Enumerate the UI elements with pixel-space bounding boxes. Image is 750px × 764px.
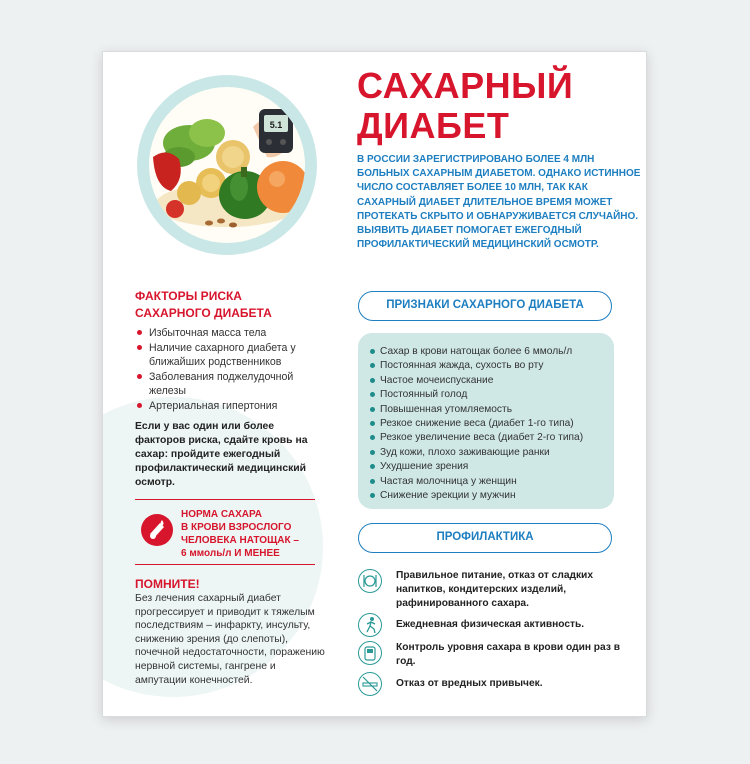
list-item: Частая молочница у женщин (369, 475, 609, 489)
list-item: Ухудшение зрения (369, 460, 609, 474)
prevention-text: Правильное питание, отказ от сладких напитков, кондитерских изделий, рафинированного сахара. (396, 570, 593, 609)
prevention-text: Отказ от вредных привычек. (396, 678, 543, 689)
signs-list (369, 345, 609, 503)
norm-line-3: ЧЕЛОВЕКА НАТОЩАК – (181, 535, 299, 546)
vegetables-glucometer-photo (149, 87, 305, 243)
divider (135, 499, 315, 500)
list-item: Зуд кожи, плохо заживающие ранки (369, 446, 609, 460)
meter-reading: 5.1 (269, 120, 283, 130)
divider (135, 564, 315, 565)
prevention-text: Ежедневная физическая активность. (396, 619, 585, 630)
list-item: Сахар в крови натощак более 6 ммоль/л (369, 345, 609, 359)
prevention-title: ПРОФИЛАКТИКА (358, 523, 612, 553)
blood-drop-icon (141, 514, 173, 546)
norm-line-2: В КРОВИ ВЗРОСЛОГО (181, 522, 292, 533)
glucose-meter-icon (358, 641, 382, 665)
list-item: Артериальная гипертония (135, 399, 320, 413)
risk-factors-list (135, 326, 320, 414)
list-item: Постоянная жажда, сухость во рту (369, 359, 609, 373)
norm-line-1: НОРМА САХАРА (181, 509, 262, 520)
list-item: Постоянный голод (369, 388, 609, 402)
page-title (357, 66, 573, 146)
prevention-text: Контроль уровня сахара в крови один раз в год. (396, 642, 620, 667)
list-item: Заболевания поджелудочной железы (135, 370, 320, 398)
risk-factors-title (135, 288, 272, 322)
remember-title: ПОМНИТЕ! (135, 577, 200, 591)
remember-text: Без лечения сахарный диабет прогрессирует и приводит к тяжелым последствиям – инфаркту, инсульту, снижению зрения (до слепоты), почечной недостаточности, поражению нервной системы, гангрене и ампутации конечностей. (135, 593, 325, 686)
diet-icon (358, 569, 382, 593)
list-item: Резкое снижение веса (диабет 1-го типа) (369, 417, 609, 431)
list-item: Частое мочеиспускание (369, 374, 609, 388)
list-item: Снижение эрекции у мужчин (369, 489, 609, 503)
food-illustration (149, 87, 305, 243)
blood-sugar-norm (181, 508, 321, 560)
list-item: Резкое увеличение веса (диабет 2-го типа) (369, 431, 609, 445)
leaflet-sheet (102, 51, 647, 717)
intro-text: В РОССИИ ЗАРЕГИСТРИРОВАНО БОЛЕЕ 4 МЛН БОЛЬНЫХ САХАРНЫМ ДИАБЕТОМ. ОДНАКО ИСТИННОЕ ЧИСЛО СОСТАВЛЯЕТ БОЛЕЕ 10 МЛН, ТАК КАК САХАРНЫЙ ДИАБЕТ ДЛИТЕЛЬНОЕ ВРЕМЯ МОЖЕТ ПРОТЕКАТЬ СКРЫТО И ОБНАРУЖИВАЕТСЯ СЛУЧАЙНО. ВЫЯВИТЬ ДИАБЕТ ПОМОГАЕТ ЕЖЕГОДНЫЙ ПРОФИЛАКТИЧЕСКИЙ МЕДИЦИНСКИЙ ОСМОТР. (357, 154, 641, 251)
list-item: Наличие сахарного диабета у ближайших родственников (135, 341, 320, 369)
no-smoking-icon (358, 672, 382, 696)
signs-title: ПРИЗНАКИ САХАРНОГО ДИАБЕТА (358, 291, 612, 321)
list-item: Повышенная утомляемость (369, 403, 609, 417)
list-item: Избыточная масса тела (135, 326, 320, 340)
risk-title-line-1: ФАКТОРЫ РИСКА (135, 289, 242, 303)
running-icon (358, 613, 382, 637)
risk-advice: Если у вас один или более факторов риска, сдайте кровь на сахар: пройдите ежегодный профилактический медицинский осмотр. (135, 421, 308, 488)
risk-title-line-2: САХАРНОГО ДИАБЕТА (135, 306, 272, 320)
norm-line-4: 6 ммоль/л И МЕНЕЕ (181, 548, 280, 559)
title-line-1: САХАРНЫЙ (357, 65, 574, 106)
title-line-2: ДИАБЕТ (357, 105, 510, 146)
